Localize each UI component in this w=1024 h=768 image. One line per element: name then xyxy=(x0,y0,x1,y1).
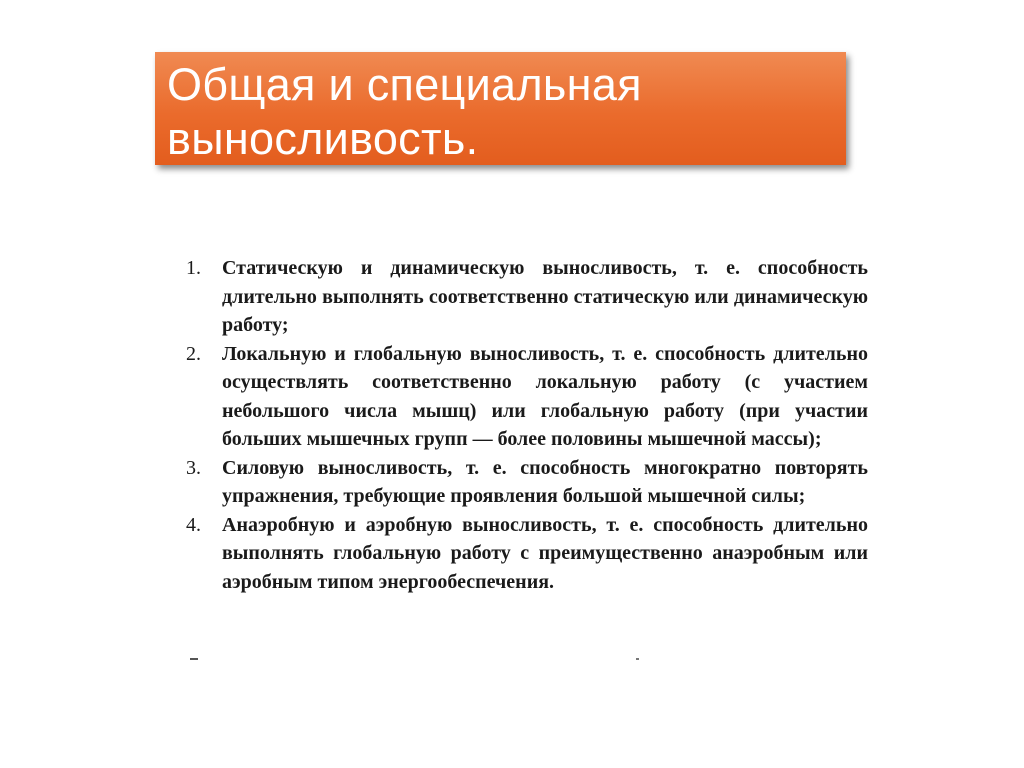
list-item-number: 4. xyxy=(186,513,201,536)
scan-artifact xyxy=(190,658,198,660)
list-item-text: Статическую и динамическую выносливость, т. е. способность длительно выполнять соответственно статическую или динамическую работу; xyxy=(222,257,868,336)
list-item xyxy=(186,254,868,340)
slide-title: Общая и специальная выносливость. xyxy=(167,59,642,164)
list-item-text: Локальную и глобальную выносливость, т. е. способность длительно осуществлять соответственно локальную работу (с участием небольшого числа мышц) или глобальную работу (при участии больших мышечных групп — более половины мышечной массы); xyxy=(222,342,868,450)
title-banner xyxy=(155,52,846,165)
list-item xyxy=(186,340,868,454)
list-item xyxy=(186,454,868,511)
scan-artifact xyxy=(636,658,639,660)
list-item-text: Силовую выносливость, т. е. способность многократно повторять упражнения, требующие проявления большой мышечной силы; xyxy=(222,456,868,507)
list-item-number: 1. xyxy=(186,257,201,279)
list-item xyxy=(186,511,868,597)
list-item-text: Анаэробную и аэробную выносливость, т. е. способность длительно выполнять глобальную работу с преимущественно анаэробным или аэробным типом энергообеспечения. xyxy=(222,513,868,593)
list-item-number: 2. xyxy=(186,342,201,365)
endurance-types-list xyxy=(186,254,868,596)
list-item-number: 3. xyxy=(186,456,201,479)
